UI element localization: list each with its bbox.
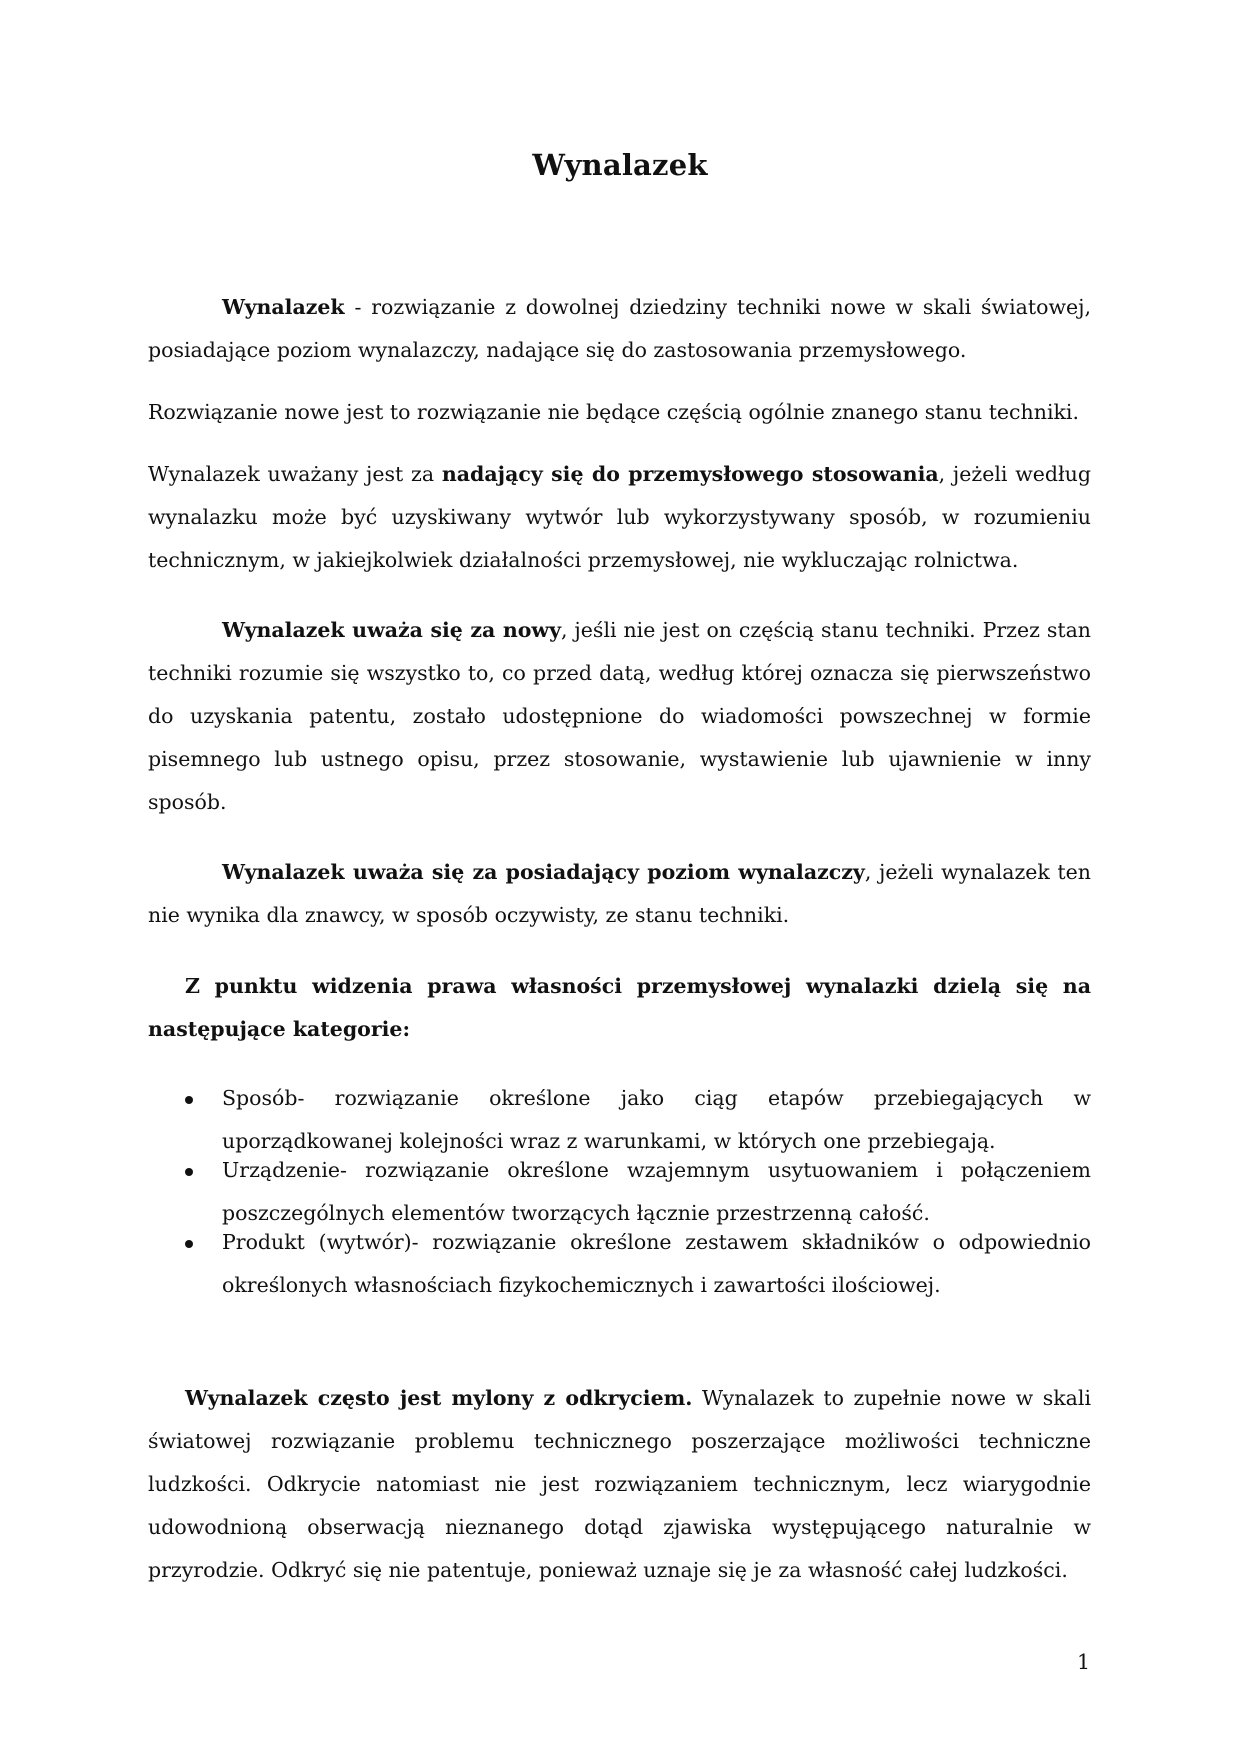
categories-list (148, 1077, 1091, 1307)
paragraph-inventive-step (148, 851, 1091, 937)
bullet-icon (185, 1168, 193, 1176)
paragraph-industrial-applicability (148, 453, 1091, 582)
industrial-term: nadający się do przemysłowego stosowania (441, 462, 939, 486)
category-text: Produkt (wytwór)- rozwiązanie określone zestawem składników o odpowiednio określonych własnościach fizykochemicznych i zawartości ilościowej. (222, 1230, 1091, 1297)
inventive-step-term: Wynalazek uważa się za posiadający poziom wynalazczy (222, 860, 865, 884)
industrial-text-after: , jeżeli według wynalazku może być uzyskiwany wytwór lub wykorzystywany sposób, w rozumieniu technicznym, w jakiejkolwiek działalności przemysłowej, nie wykluczając rolnictwa. (148, 462, 1091, 572)
bullet-icon (185, 1240, 193, 1248)
inventive-step-text: , jeżeli wynalazek ten nie wynika dla znawcy, w sposób oczywisty, ze stanu techniki. (148, 860, 1092, 927)
document-title: Wynalazek (532, 148, 708, 182)
page-number: 1 (1076, 1650, 1090, 1674)
paragraph-discovery (148, 1377, 1091, 1592)
paragraph-definition (148, 286, 1091, 372)
paragraph-novelty (148, 609, 1091, 824)
definition-text: - rozwiązanie z dowolnej dziedziny techniki nowe w skali światowej, posiadające poziom wynalazczy, nadające się do zastosowania przemysłowego. (148, 295, 1091, 362)
paragraph-new-solution (148, 391, 1091, 434)
bullet-icon (185, 1096, 193, 1104)
novelty-text: , jeśli nie jest on częścią stanu techniki. Przez stan techniki rozumie się wszystko to, co przed datą, według której oznacza się pierwszeństwo do uzyskania patentu, zostało udostępnione do wiadomości powszechnej w formie pisemnego lub ustnego opisu, przez stosowanie, wystawienie lub ujawnienie w inny sposób. (148, 618, 1091, 814)
new-solution-text: Rozwiązanie nowe jest to rozwiązanie nie będące częścią ogólnie znanego stanu techniki. (148, 400, 1079, 424)
category-text: Sposób- rozwiązanie określone jako ciąg etapów przebiegających w uporządkowanej kolejności wraz z warunkami, w których one przebiegają. (222, 1086, 1091, 1153)
industrial-text-before: Wynalazek uważany jest za (148, 462, 442, 486)
category-text: Urządzenie- rozwiązanie określone wzajemnym usytuowaniem i połączeniem poszczególnych elementów tworzących łącznie przestrzenną całość. (222, 1158, 1091, 1225)
novelty-term: Wynalazek uważa się za nowy (222, 618, 561, 642)
discovery-text: Wynalazek to zupełnie nowe w skali światowej rozwiązanie problemu technicznego poszerzające możliwości techniczne ludzkości. Odkrycie natomiast nie jest rozwiązaniem technicznym, lecz wiarygodnie udowodnioną obserwacją nieznanego dotąd zjawiska występującego naturalnie w przyrodzie. Odkryć się nie patentuje, ponieważ uznaje się je za własność całej ludzkości. (148, 1386, 1091, 1582)
document-body (148, 286, 1091, 1592)
definition-term: Wynalazek (222, 295, 345, 319)
list-item (148, 1221, 1091, 1307)
categories-heading: Z punktu widzenia prawa własności przemysłowej wynalazki dzielą się na następujące kategorie: (148, 974, 1091, 1041)
discovery-term: Wynalazek często jest mylony z odkryciem. (185, 1386, 693, 1410)
